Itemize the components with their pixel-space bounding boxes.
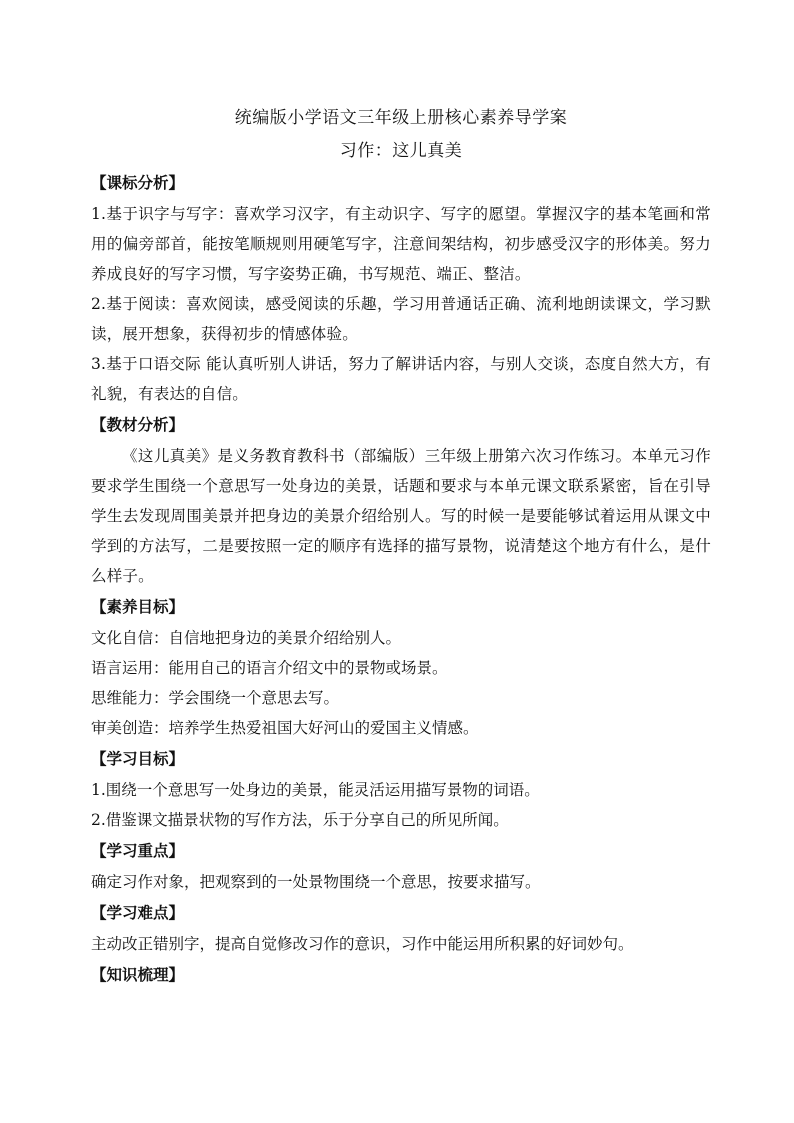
document-page xyxy=(91,100,711,991)
section-knowledge-review xyxy=(91,961,711,989)
document-subtitle: 习作：这儿真美 xyxy=(339,141,463,161)
curriculum-item-2: 2.基于阅读：喜欢阅读，感受阅读的乐趣，学习用普通话正确、流利地朗读课文，学习默读，展开想象，获得初步的情感体验。 xyxy=(91,295,711,343)
objective-item-1: 1.围绕一个意思写一处身边的美景，能灵活运用描写景物的词语。 xyxy=(91,781,540,799)
difficulties-text: 主动改正错别字，提高自觉修改习作的意识，习作中能运用所积累的好词妙句。 xyxy=(91,935,634,953)
section-curriculum-analysis xyxy=(91,169,711,409)
section-heading-literacy: 【素养目标】 xyxy=(91,597,185,616)
section-heading-difficulties: 【学习难点】 xyxy=(91,903,185,922)
section-literacy-goals xyxy=(91,593,711,743)
section-difficulties xyxy=(91,899,711,959)
curriculum-item-3: 3.基于口语交际 能认真听别人讲话，努力了解讲话内容，与别人交谈，态度自然大方，有礼貌，有表达的自信。 xyxy=(91,355,711,403)
section-heading-textbook: 【教材分析】 xyxy=(91,415,185,434)
section-textbook-analysis xyxy=(91,411,711,591)
section-heading-curriculum: 【课标分析】 xyxy=(91,173,185,192)
curriculum-item-1: 1.基于识字与写字：喜欢学习汉字，有主动识字、写字的愿望。掌握汉字的基本笔画和常用的偏旁部首，能按笔顺规则用硬笔写字，注意间架结构，初步感受汉字的形体美。努力养成良好的写字习惯，写字姿势正确，书写规范、端正、整洁。 xyxy=(91,205,711,283)
document-title: 统编版小学语文三年级上册核心素养导学案 xyxy=(234,108,568,128)
key-points-text: 确定习作对象，把观察到的一处景物围绕一个意思，按要求描写。 xyxy=(91,873,541,891)
literacy-goal-language: 语言运用：能用自己的语言介绍文中的景物或场景。 xyxy=(91,659,448,677)
section-heading-key-points: 【学习重点】 xyxy=(91,841,185,860)
literacy-goal-culture: 文化自信：自信地把身边的美景介绍给别人。 xyxy=(91,629,402,647)
textbook-analysis-text: 《这儿真美》是义务教育教科书（部编版）三年级上册第六次习作练习。本单元习作要求学生围绕一个意思写一处身边的美景，话题和要求与本单元课文联系紧密，旨在引导学生去发现周围美景并把身边的美景介绍给别人。写的时候一是要能够试着运用从课文中学到的方法写，二是要按照一定的顺序有选择的描写景物，说清楚这个地方有什么，是什么样子。 xyxy=(91,447,711,585)
section-heading-knowledge: 【知识梳理】 xyxy=(91,965,185,984)
section-heading-objectives: 【学习目标】 xyxy=(91,749,185,768)
section-learning-objectives xyxy=(91,745,711,835)
literacy-goal-aesthetics: 审美创造：培养学生热爱祖国大好河山的爱国主义情感。 xyxy=(91,719,479,737)
literacy-goal-thinking: 思维能力：学会围绕一个意思去写。 xyxy=(91,689,340,707)
objective-item-2: 2.借鉴课文描景状物的写作方法，乐于分享自己的所见所闻。 xyxy=(91,811,509,829)
section-key-points xyxy=(91,837,711,897)
